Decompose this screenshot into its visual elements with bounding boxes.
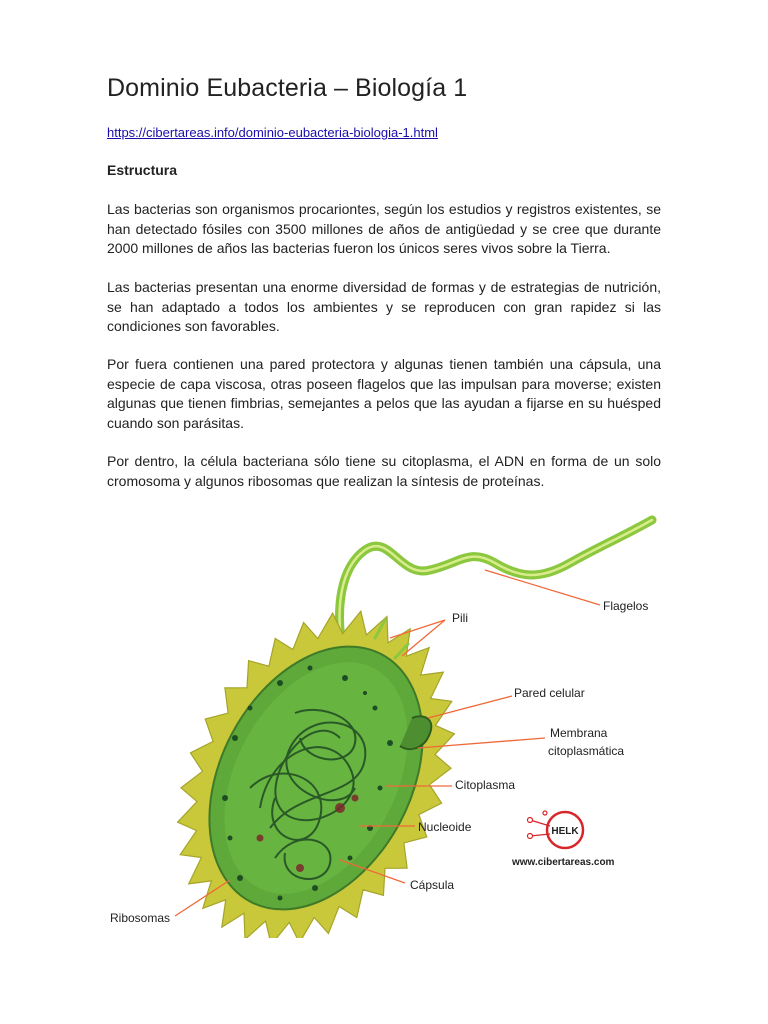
label-pared-celular: Pared celular: [514, 686, 585, 700]
label-capsula: Cápsula: [410, 878, 455, 892]
cibertareas-logo: [528, 811, 584, 848]
source-link[interactable]: https://cibertareas.info/dominio-eubacteria-biologia-1.html: [107, 125, 438, 140]
label-membrana-1: Membrana: [550, 726, 608, 740]
paragraph-3: Por fuera contienen una pared protectora y algunas tienen también una cápsula, una especie de capa viscosa, otras poseen flagelos que las impulsan para moverse; existen algunas que tienen fimbrias, semejantes a pelos que las ayudan a fijarse en su huésped cuando son parásitas.: [107, 356, 661, 431]
paragraph-4: Por dentro, la célula bacteriana sólo tiene su citoplasma, el ADN en forma de un solo cromosoma y algunos ribosomas que realizan la síntesis de proteínas.: [107, 453, 661, 489]
logo-text: HELK: [551, 826, 579, 837]
label-nucleoide: Nucleoide: [418, 820, 472, 834]
document-title: Dominio Eubacteria – Biología 1: [107, 74, 468, 102]
bacteria-diagram: [100, 508, 700, 938]
paragraph-1: Las bacterias son organismos procariontes, según los estudios y registros existentes, se han detectado fósiles con 3500 millones de años de antigüedad y se cree que durante 2000 millones de años las bacterias fueron los únicos seres vivos sobre la Tierra.: [107, 201, 661, 256]
watermark-text: www.cibertareas.com: [512, 857, 615, 868]
label-flagelos: Flagelos: [603, 599, 649, 613]
label-membrana-2: citoplasmática: [548, 744, 625, 758]
section-heading: Estructura: [107, 162, 178, 178]
label-ribosomas: Ribosomas: [110, 911, 171, 925]
label-pili: Pili: [452, 611, 469, 625]
paragraph-2: Las bacterias presentan una enorme diversidad de formas y de estrategias de nutrición, se han adaptado a todos los ambientes y se reproducen con gran rapidez si las condiciones son favorables.: [107, 279, 661, 334]
label-citoplasma: Citoplasma: [455, 778, 516, 792]
